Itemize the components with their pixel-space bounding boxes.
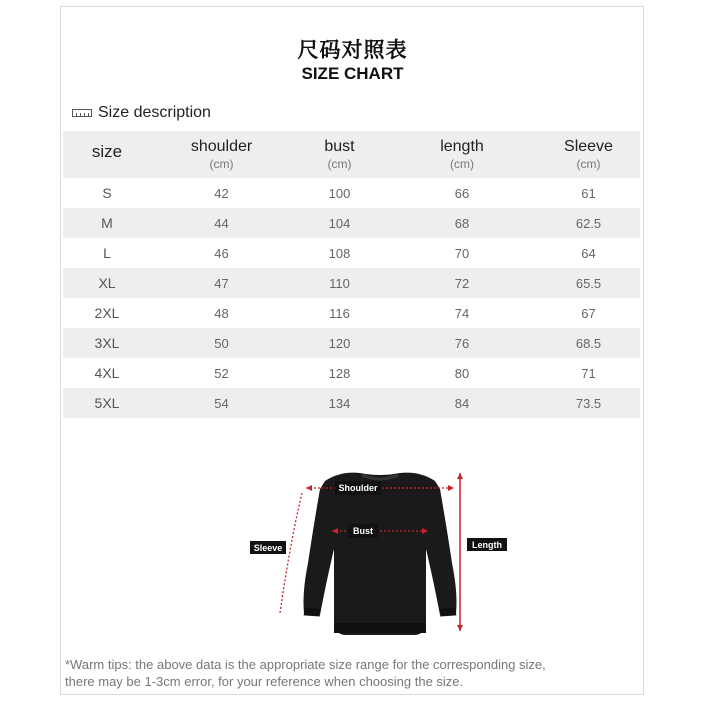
column-header-shoulder: shoulder (cm) bbox=[151, 131, 292, 178]
sweatshirt-measurement-diagram bbox=[240, 463, 520, 643]
bust-label bbox=[348, 524, 378, 538]
cell-sleeve: 64 bbox=[581, 245, 596, 261]
cell-length: 74 bbox=[454, 305, 470, 321]
cell-shoulder: 46 bbox=[214, 245, 229, 261]
cell-shoulder: 44 bbox=[151, 208, 292, 238]
table-row bbox=[63, 298, 640, 328]
cell-sleeve: 73.5 bbox=[537, 388, 640, 418]
cell-size: M bbox=[63, 208, 151, 238]
length-label bbox=[467, 538, 507, 551]
cell-length: 72 bbox=[387, 268, 537, 298]
svg-text:Length: Length bbox=[472, 540, 502, 550]
size-description-header bbox=[72, 103, 211, 123]
shoulder-label bbox=[335, 481, 381, 495]
warm-tips bbox=[65, 656, 546, 690]
cell-shoulder: 48 bbox=[214, 305, 229, 321]
column-header-bust: bust (cm) bbox=[292, 131, 387, 178]
cell-length: 80 bbox=[454, 365, 470, 381]
cell-shoulder: 42 bbox=[214, 185, 229, 201]
svg-text:Bust: Bust bbox=[353, 526, 373, 536]
title-chinese: 尺码对照表 bbox=[297, 38, 408, 62]
cell-shoulder: 47 bbox=[151, 268, 292, 298]
warm-tip-line: *Warm tips: the above data is the appropriate size range for the corresponding size, bbox=[65, 657, 546, 672]
cell-sleeve: 71 bbox=[581, 365, 596, 381]
table-row bbox=[63, 178, 640, 208]
cell-bust: 108 bbox=[328, 245, 351, 261]
cell-sleeve: 65.5 bbox=[537, 268, 640, 298]
warm-tip-line: there may be 1-3cm error, for your reference when choosing the size. bbox=[65, 674, 464, 689]
size-table bbox=[63, 131, 640, 418]
cell-bust: 128 bbox=[328, 365, 351, 381]
cell-bust: 110 bbox=[292, 268, 387, 298]
cell-size: XL bbox=[63, 268, 151, 298]
cell-length: 76 bbox=[387, 328, 537, 358]
cell-bust: 104 bbox=[292, 208, 387, 238]
cell-sleeve: 62.5 bbox=[537, 208, 640, 238]
cell-bust: 134 bbox=[292, 388, 387, 418]
cell-shoulder: 52 bbox=[214, 365, 229, 381]
table-row bbox=[63, 208, 640, 238]
cell-length: 66 bbox=[454, 185, 470, 201]
cell-size: 4XL bbox=[94, 365, 120, 381]
column-header-length: length (cm) bbox=[387, 131, 537, 178]
cell-length: 84 bbox=[387, 388, 537, 418]
cell-bust: 116 bbox=[329, 305, 350, 321]
cell-shoulder: 50 bbox=[151, 328, 292, 358]
cell-length: 68 bbox=[387, 208, 537, 238]
svg-text:Shoulder: Shoulder bbox=[338, 483, 378, 493]
sleeve-label bbox=[250, 541, 286, 554]
table-header-row bbox=[63, 131, 640, 178]
cell-sleeve: 68.5 bbox=[537, 328, 640, 358]
cell-bust: 100 bbox=[328, 185, 351, 201]
cell-size: 3XL bbox=[63, 328, 151, 358]
cell-length: 70 bbox=[454, 245, 470, 261]
title-english: SIZE CHART bbox=[301, 64, 404, 83]
cell-size: 5XL bbox=[63, 388, 151, 418]
cell-sleeve: 67 bbox=[581, 305, 596, 321]
column-header-sleeve: Sleeve (cm) bbox=[537, 131, 640, 178]
sweatshirt-illustration bbox=[304, 473, 457, 635]
column-header-size: size bbox=[63, 131, 151, 178]
cell-sleeve: 61 bbox=[581, 185, 596, 201]
ruler-icon bbox=[72, 109, 92, 117]
table-row bbox=[63, 388, 640, 418]
size-description-label: Size description bbox=[98, 104, 211, 121]
table-row bbox=[63, 328, 640, 358]
table-row bbox=[63, 268, 640, 298]
table-row bbox=[63, 238, 640, 268]
cell-size: 2XL bbox=[94, 305, 120, 321]
cell-size: L bbox=[103, 245, 111, 261]
table-row bbox=[63, 358, 640, 388]
svg-text:Sleeve: Sleeve bbox=[253, 543, 283, 553]
cell-size: S bbox=[102, 185, 112, 201]
cell-bust: 120 bbox=[292, 328, 387, 358]
cell-shoulder: 54 bbox=[151, 388, 292, 418]
